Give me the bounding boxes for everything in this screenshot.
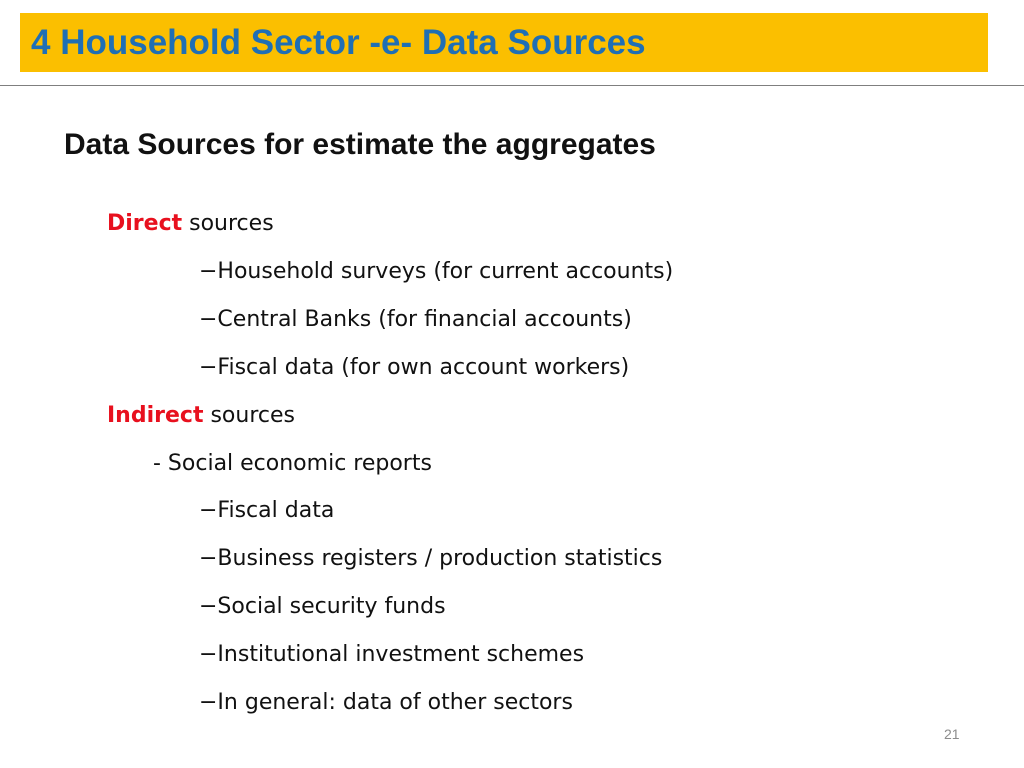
direct-sources-heading: [107, 210, 274, 238]
list-item: −Social security funds: [199, 594, 446, 619]
indirect-heading-rest: sources: [203, 403, 295, 428]
title-bar: [20, 13, 988, 72]
list-item: −Fiscal data: [199, 498, 335, 523]
list-item: −Central Banks (for financial accounts): [199, 307, 632, 332]
slide-subtitle: Data Sources for estimate the aggregates: [64, 128, 656, 161]
page-number: 21: [944, 726, 960, 742]
indirect-sub-heading: - Social economic reports: [153, 451, 432, 476]
list-item: −In general: data of other sectors: [199, 690, 573, 715]
list-item: −Fiscal data (for own account workers): [199, 355, 630, 380]
direct-heading-rest: sources: [182, 211, 274, 236]
direct-keyword: Direct: [107, 211, 183, 236]
indirect-sources-heading: [107, 402, 295, 430]
header-divider: [0, 85, 1024, 86]
list-item: −Business registers / production statistics: [199, 546, 663, 571]
list-item: −Household surveys (for current accounts): [199, 259, 674, 284]
indirect-keyword: Indirect: [107, 403, 204, 428]
slide-title: 4 Household Sector -e- Data Sources: [31, 23, 646, 62]
list-item: −Institutional investment schemes: [199, 642, 585, 667]
